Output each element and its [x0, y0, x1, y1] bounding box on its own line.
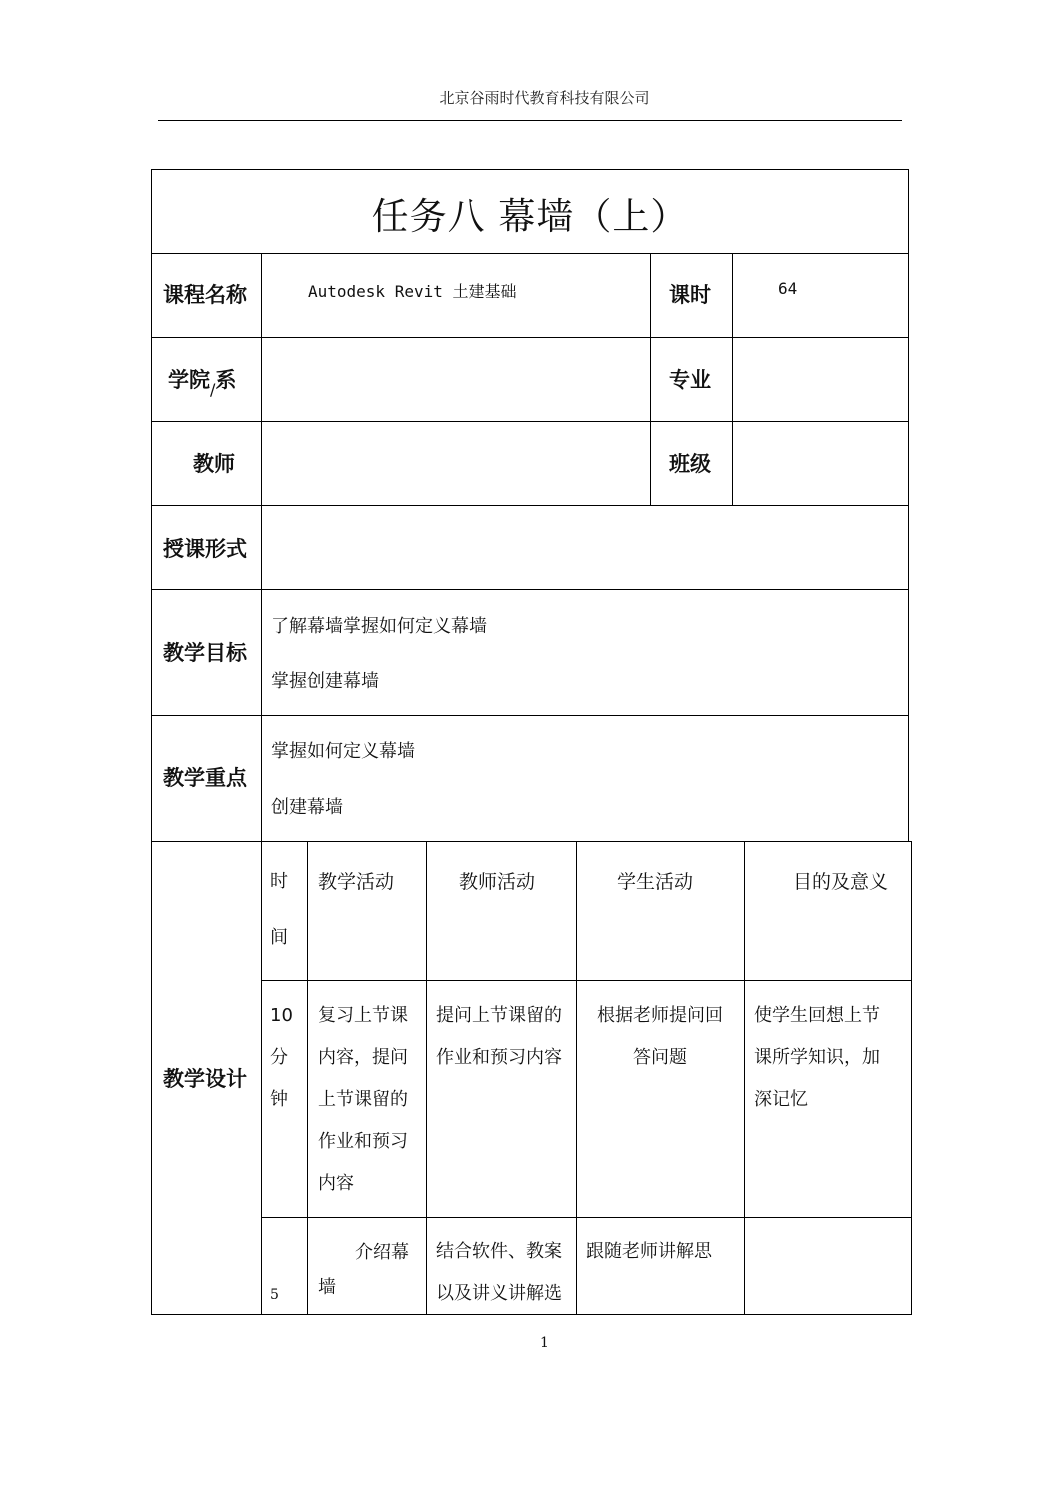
row1-teacher: 提问上节课留的 作业和预习内容	[436, 1005, 562, 1068]
page-title: 任务八 幕墙（上）	[371, 195, 689, 238]
row2-activity: 墙	[318, 1277, 336, 1298]
teaching-goals-label: 教学目标	[163, 641, 247, 665]
row2-teacher: 结合软件、教案 以及讲义讲解选	[436, 1241, 562, 1304]
course-name-label: 课程名称	[163, 283, 247, 307]
row1-time: 10 分 钟	[270, 1005, 293, 1110]
focus-item: 创建幕墙	[271, 797, 343, 818]
col-header-teacher: 教师活动	[459, 871, 536, 893]
page-number: 1	[540, 1335, 549, 1351]
goal-item: 了解幕墙掌握如何定义幕墙	[271, 616, 487, 637]
teaching-focus-label: 教学重点	[163, 766, 247, 790]
course-name-value: Autodesk Revit 土建基础	[308, 282, 517, 301]
teacher-label: 教师	[193, 452, 235, 476]
major-label: 专业	[669, 368, 711, 392]
header-rule	[158, 120, 902, 121]
class-label: 班级	[669, 452, 711, 476]
col-header-purpose: 目的及意义	[793, 871, 889, 893]
hours-value: 64	[778, 279, 798, 298]
col-header-time: 时	[270, 871, 288, 892]
department-label: 学院$_/$系	[168, 368, 237, 399]
row2-student: 跟随老师讲解思	[586, 1241, 712, 1262]
row1-activity: 复习上节课 内容，提问 上节课留的 作业和预习 内容	[318, 1005, 408, 1194]
row2-time: 5	[270, 1287, 279, 1303]
teaching-design-label: 教学设计	[163, 1067, 247, 1091]
teaching-format-label: 授课形式	[163, 537, 247, 561]
col-header-student: 学生活动	[617, 871, 694, 893]
row1-purpose: 使学生回想上节 课所学知识，加 深记忆	[754, 1005, 880, 1110]
focus-item: 掌握如何定义幕墙	[271, 741, 415, 762]
col-header-time: 间	[270, 927, 288, 948]
goal-item: 掌握创建幕墙	[271, 671, 379, 692]
header-org: 北京谷雨时代教育科技有限公司	[439, 89, 650, 107]
row1-student: 根据老师提问回 答问题	[597, 1005, 723, 1068]
col-header-activity: 教学活动	[318, 871, 395, 893]
hours-label: 课时	[669, 283, 711, 307]
row2-activity: 介绍幕	[355, 1242, 409, 1263]
